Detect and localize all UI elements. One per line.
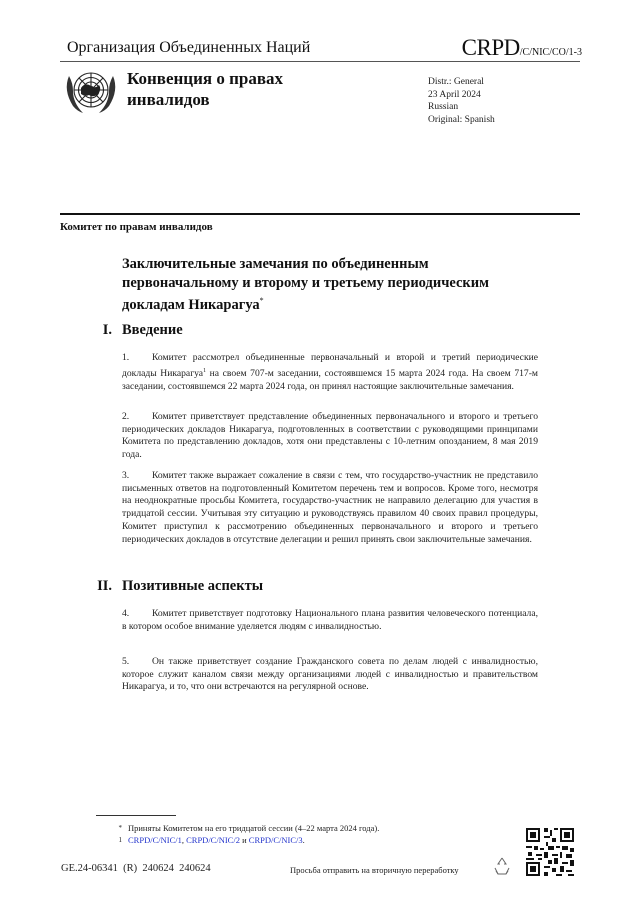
document-symbol (462, 35, 582, 61)
convention-title-line1: Конвенция о правах (127, 69, 284, 88)
footnote-joiner: и (239, 835, 249, 845)
distr-original: Original: Spanish (428, 114, 495, 125)
distr-date: 23 April 2024 (428, 89, 481, 100)
distr-language: Russian (428, 102, 459, 112)
paragraph-5 (122, 656, 538, 694)
footnotes (110, 822, 379, 846)
distribution-block (428, 76, 495, 126)
footnote-joiner: , (181, 835, 187, 845)
footnote-divider (96, 815, 176, 816)
qr-code-icon (524, 826, 576, 878)
section-title: Введение (122, 322, 183, 338)
footnote-mark: * (118, 824, 122, 832)
section-heading-positive-aspects (97, 578, 264, 595)
link-crpd-c-nic-1[interactable]: CRPD/C/NIC/1 (128, 835, 182, 845)
paragraph-1 (122, 352, 538, 393)
paragraph-number: 2. (122, 411, 130, 422)
committee-divider (60, 213, 580, 215)
section-number: I. (102, 322, 112, 338)
paragraph-text-cont: на своем 707-м заседании, состоявшемся 15 марта 2024 года. На своем 717-м заседании, состоявшемся 22 марта 2024 года, он принял настоящие заключительные замечания. (122, 367, 538, 392)
convention-title (127, 68, 283, 110)
paragraph-number: 1. (122, 352, 130, 363)
footnote-end: . (302, 835, 305, 845)
convention-title-line2: инвалидов (127, 90, 210, 109)
paragraph-text: Комитет также выражает сожаление в связи с тем, что государство-участник не представило письменных ответов на подготовленный Комитетом перечень тем и вопросов. Кроме того, несмотря на неоднократные просьбы Комитета, государство-участник не направило делегацию для участия в тридцатой сессии. Учитывая эту ситуацию и руководствуясь правилом 40 своих правил процедуры, Комитет приступил к рассмотрению объединенных первоначального и второго и третьего периодических докладов в отсутствие делегации и решил принять свои заключительные замечания. (122, 470, 538, 545)
footnote-star (110, 822, 379, 834)
paragraph-number: 3. (122, 470, 130, 481)
paragraph-text: Комитет рассмотрел объединенные первоначальный и второй и третий периодические доклады Никарагуа (122, 352, 538, 379)
paragraph-text: Комитет приветствует подготовку Национального плана развития человеческого потенциала, в котором особое внимание уделяется людям с инвалидностью. (122, 608, 538, 632)
section-heading-introduction (102, 322, 183, 339)
title-footnote-mark: * (259, 296, 264, 305)
paragraph-text: Комитет приветствует представление объединенных первоначального и второго и третьего периодических докладов Никарагуа, подготовленных в соответствии с руководящими принципами Комитета по представлению докладов, хотя они представлены с 10-летним опозданием, 8 мая 2019 года. (122, 411, 538, 461)
footnote-mark: 1 (118, 836, 122, 844)
document-title-text: Заключительные замечания по объединенным первоначальному и второму и третьему периодическим докладам Никарагуа (122, 256, 490, 313)
footnote-1 (110, 834, 379, 846)
recycle-icon (491, 855, 513, 877)
paragraph-3 (122, 470, 538, 546)
link-crpd-c-nic-3[interactable]: CRPD/C/NIC/3 (248, 835, 303, 845)
header-divider (60, 61, 580, 62)
link-crpd-c-nic-2[interactable]: CRPD/C/NIC/2 (186, 835, 240, 845)
distr-status: Distr.: General (428, 77, 484, 87)
recycle-text: Просьба отправить на вторичную переработку (290, 865, 459, 875)
committee-name: Комитет по правам инвалидов (60, 221, 213, 233)
paragraph-number: 4. (122, 608, 130, 619)
organization-name: Организация Объединенных Наций (67, 39, 311, 56)
job-number: GE.24-06341 (R) 240624 240624 (61, 863, 211, 874)
symbol-suffix: /C/NIC/CO/1-3 (519, 47, 582, 58)
footnote-ref[interactable]: 1 (203, 367, 207, 374)
paragraph-2 (122, 411, 538, 462)
paragraph-number: 5. (122, 656, 130, 667)
paragraph-4 (122, 608, 538, 633)
paragraph-text: Он также приветствует создание Гражданского совета по делам людей с инвалидностью, которое служит каналом связи между организациями людей с инвалидностью и правительством Никарагуа, и то, что они встречаются на регулярной основе. (122, 656, 538, 693)
document-title (122, 255, 542, 314)
footnote-text: Приняты Комитетом на его тридцатой сессии (4–22 марта 2024 года). (128, 823, 380, 833)
section-title: Позитивные аспекты (122, 578, 264, 594)
section-number: II. (97, 578, 112, 594)
un-emblem-icon (61, 66, 121, 118)
symbol-main: CRPD (461, 35, 520, 60)
